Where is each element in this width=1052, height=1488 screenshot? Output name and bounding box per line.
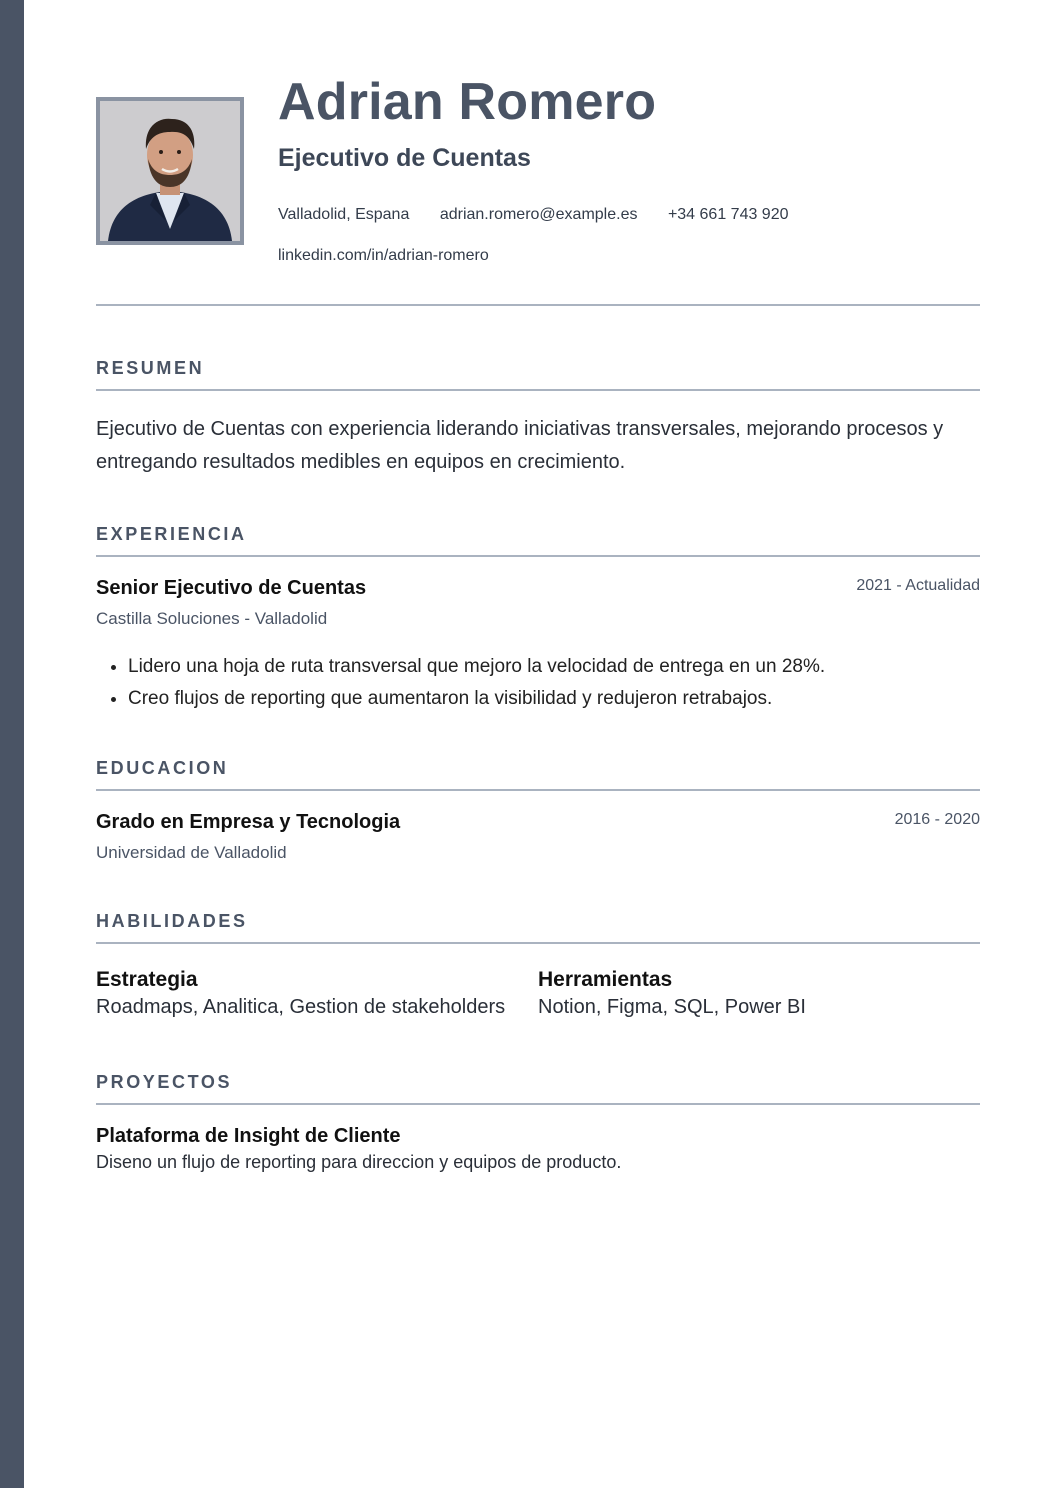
skill-group [538,968,980,1019]
list-item: • Lidero una hoja de ruta transversal que mejoro la velocidad de entrega en un 28%. [128,651,980,683]
job-title: Senior Ejecutivo de Cuentas [96,577,367,599]
skills-grid [96,968,980,1019]
contact-info [278,206,815,224]
degree-dates: 2016 - 2020 [894,811,980,828]
school-name: Universidad de Valladolid [96,843,287,862]
experience-section [96,524,980,715]
section-title-summary: RESUMEN [96,358,980,391]
education-section [96,758,980,863]
experience-entry-header [96,577,980,603]
skill-group [96,968,538,1019]
resume-page [96,0,980,1172]
section-title-skills: HABILIDADES [96,911,980,944]
section-title-education: EDUCACION [96,758,980,791]
skills-section [96,911,980,1019]
candidate-role: Ejecutivo de Cuentas [278,144,531,172]
skill-group-list: Roadmaps, Analitica, Gestion de stakeholders [96,996,506,1018]
project-name: Plataforma de Insight de Cliente [96,1125,401,1147]
resume-header [96,0,980,306]
section-title-projects: PROYECTOS [96,1072,980,1105]
project-description: Diseno un flujo de reporting para direccion y equipos de producto. [96,1152,622,1172]
profile-photo [96,97,244,245]
contact-linkedin[interactable]: linkedin.com/in/adrian-romero [278,247,489,264]
contact-email[interactable]: adrian.romero@example.es [439,206,638,223]
portrait-illustration [100,101,240,241]
job-bullets [96,651,980,715]
education-entry-header [96,811,980,837]
job-company: Castilla Soluciones - Valladolid [96,609,328,628]
section-title-experience: EXPERIENCIA [96,524,980,557]
summary-section [96,358,980,479]
contact-location: Valladolid, Espana [278,206,410,223]
skill-group-list: Notion, Figma, SQL, Power BI [538,996,806,1018]
contact-phone[interactable]: +34 661 743 920 [667,206,789,223]
degree-title: Grado en Empresa y Tecnologia [96,811,401,833]
sidebar-accent-stripe [0,0,24,1488]
list-item: • Creo flujos de reporting que aumentaron la visibilidad y redujeron retrabajos. [128,683,980,715]
summary-text: Ejecutivo de Cuentas con experiencia liderando iniciativas transversales, mejorando procesos y entregando resultados medibles en equipos en crecimiento. [96,418,944,473]
projects-section [96,1072,980,1173]
skill-group-name: Estrategia [96,968,198,991]
skill-group-name: Herramientas [538,968,673,991]
candidate-name: Adrian Romero [278,73,657,131]
job-dates: 2021 - Actualidad [856,577,980,594]
